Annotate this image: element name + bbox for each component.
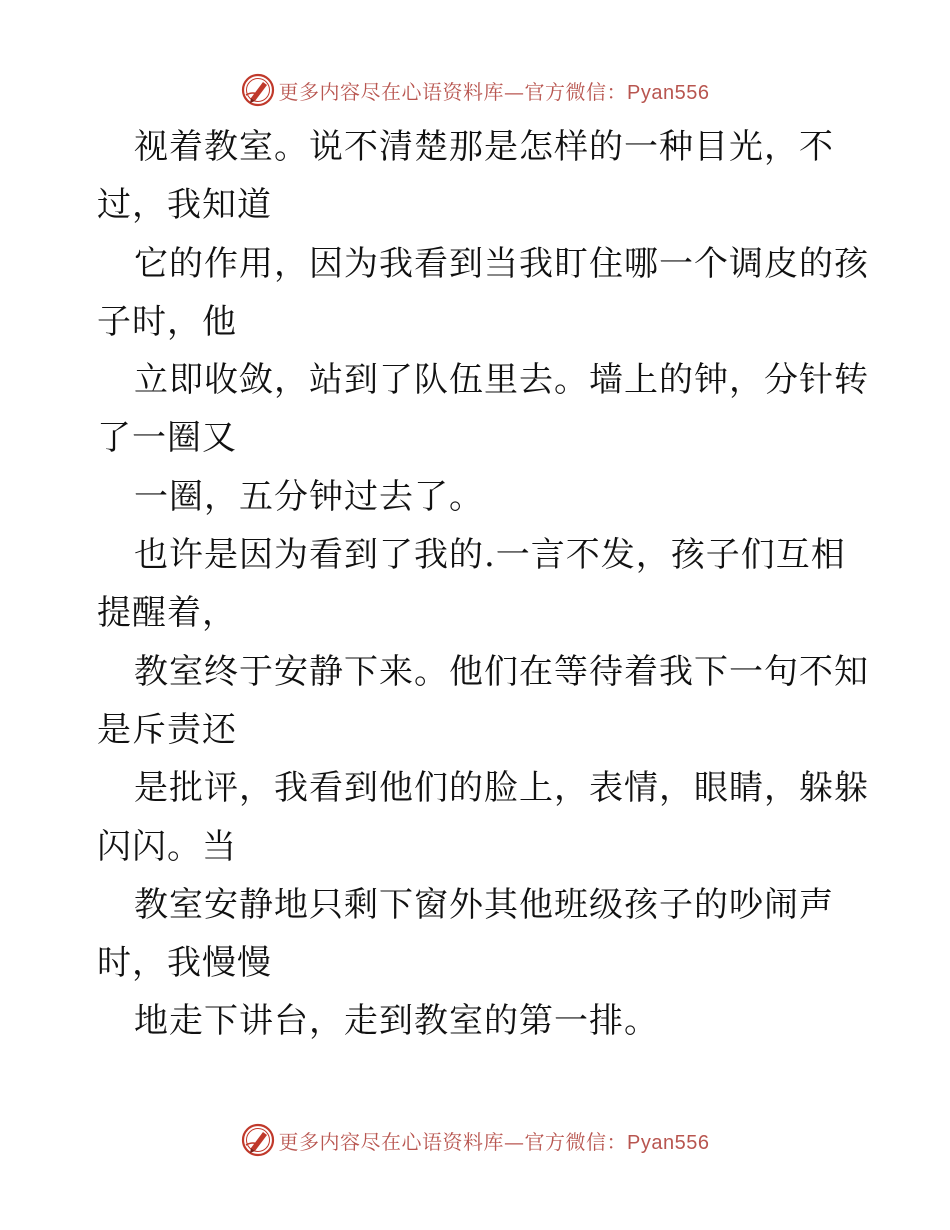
pen-logo-icon [241,1123,275,1157]
text-line: 时，我慢慢 [97,943,272,984]
text-line: 立即收敛，站到了队伍里去。墙上的钟，分针转 [134,360,869,401]
text-line: 过，我知道 [97,185,272,226]
text-line: 也许是因为看到了我的.一言不发，孩子们互相 [134,535,846,576]
banner-text: 更多内容尽在心语资料库—官方微信：Pyan556 [278,1129,710,1154]
text-line: 一圈，五分钟过去了。 [134,476,484,517]
document-body [97,118,867,1051]
text-line: 教室终于安静下来。他们在等待着我下一句不知 [134,651,869,692]
banner-text: 更多内容尽在心语资料库—官方微信：Pyan556 [278,79,710,104]
text-line: 视着教室。说不清楚那是怎样的一种目光，不 [134,127,834,167]
text-line: 它的作用，因为我看到当我盯住哪一个调皮的孩 [134,243,869,284]
text-line: 了一圈又 [97,418,237,459]
header-banner [0,70,950,110]
text-line: 子时，他 [97,301,237,342]
footer-banner [0,1120,950,1160]
banner-id: Pyan556 [627,81,710,104]
text-line: 教室安静地只剩下窗外其他班级孩子的吵闹声 [134,884,834,925]
text-line: 是斥责还 [97,709,237,750]
text-line: 闪闪。当 [97,826,237,867]
text-line: 是批评，我看到他们的脸上，表情，眼睛，躲躲 [134,768,869,809]
pen-logo-icon [241,73,275,107]
banner-id: Pyan556 [627,1131,710,1154]
text-line: 提醒着， [97,593,237,634]
text-line: 地走下讲台，走到教室的第一排。 [134,1001,659,1042]
